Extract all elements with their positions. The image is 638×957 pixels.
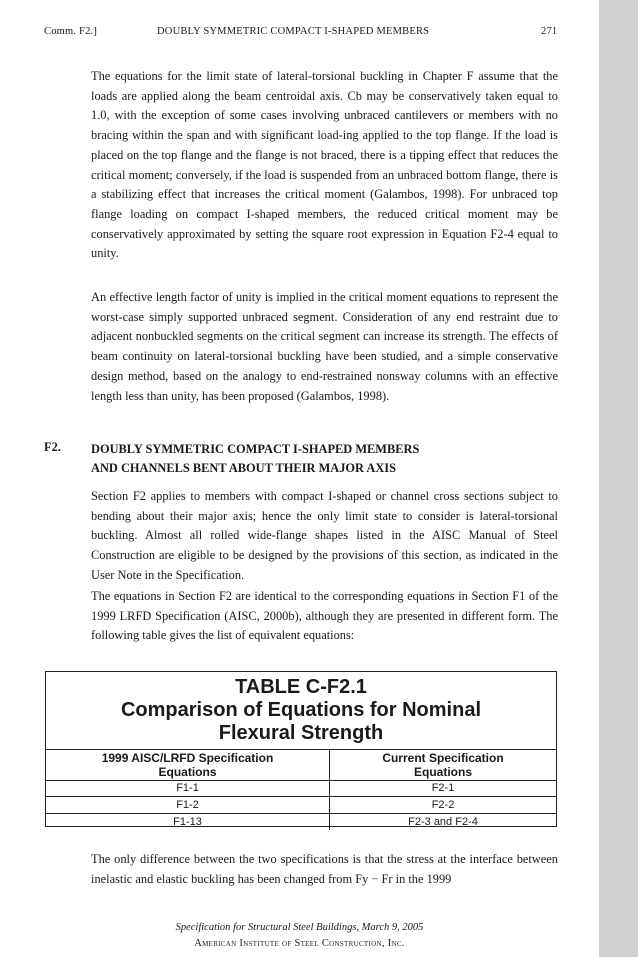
table-header-current-spec-line-2: Equations <box>413 765 472 779</box>
table-cell-old: F1-1 <box>46 780 330 796</box>
footer-publication: Specification for Structural Steel Buildings, March 9, 2005 <box>175 922 424 933</box>
section-heading <box>91 440 551 478</box>
table-header-current-spec-line-1: Current Specification <box>382 751 504 765</box>
page-number: 271 <box>541 26 558 37</box>
table-row <box>46 780 556 797</box>
running-header-title: DOUBLY SYMMETRIC COMPACT I-SHAPED MEMBERS <box>157 26 430 37</box>
section-heading-line-1: DOUBLY SYMMETRIC COMPACT I-SHAPED MEMBERS <box>91 442 420 456</box>
table-header-old-spec-line-1: 1999 AISC/LRFD Specification <box>101 751 274 765</box>
comparison-table <box>45 671 557 827</box>
table-title <box>46 672 556 745</box>
paragraph-effective-length-factor: An effective length factor of unity is implied in the critical moment equations to represent the worst-case simply supported unbraced segment. Consideration of any end restraint due to adjacent nonbuckled segments on the critical segment can increase its strength. The effects of beam continuity on lateral-torsional buckling have been studied, and a simple conservative design method, based on the analogy to end-restrained nonsway columns with an effective length less than unity, has been proposed (Galambos, 1998). <box>91 290 558 403</box>
table-header-current-spec <box>330 750 556 781</box>
table-caption-line-1: Comparison of Equations for Nominal <box>120 699 481 721</box>
page-edge-gutter <box>599 0 638 957</box>
table-row <box>46 797 556 814</box>
paragraph-interface-stress: The only difference between the two specifications is that the stress at the interface between inelastic and elastic buckling has been changed from Fy − Fr in the 1999 <box>91 852 558 886</box>
table-caption-line-2: Flexural Strength <box>218 722 384 744</box>
section-heading-line-2: AND CHANNELS BENT ABOUT THEIR MAJOR AXIS <box>91 461 397 475</box>
table-cell-current: F2-3 and F2-4 <box>408 816 478 828</box>
table-row <box>46 814 556 830</box>
paragraph-lateral-torsional-buckling: The equations for the limit state of lateral-torsional buckling in Chapter F assume that the loads are applied along the beam centroidal axis. Cb may be conservatively taken equal to 1.0, with the exception of some cases involving unbraced cantilevers or members with no bracing within the span and with significant load-ing applied to the top flange. If the load is placed on the top flange and the flange is not braced, there is a tipping effect that reduces the critical moment; conversely, if the load is suspended from an unbraced bottom flange, there is a stabilizing effect that increases the critical moment (Galambos, 1998). For unbraced top flange loading on compact I-shaped members, the reduced critical moment may be conservatively approximated by setting the square root expression in Equation F2-4 equal to unity. <box>91 69 558 261</box>
table-cell-old: F1-13 <box>46 814 330 830</box>
running-header-left: Comm. F2.] <box>44 26 98 37</box>
table-cell-current: F2-1 <box>431 782 455 794</box>
table-header-row <box>46 749 556 781</box>
table-number: TABLE C-F2.1 <box>235 676 367 698</box>
footer-publisher: American Institute of Steel Construction, Inc. <box>194 938 405 949</box>
table-header-old-spec <box>46 750 330 781</box>
section-number: F2. <box>44 440 61 454</box>
paragraph-section-f2-scope: Section F2 applies to members with compact I-shaped or channel cross sections subject to bending about their major axis; hence the only limit state to consider is lateral-torsional buckling. Almost all rolled wide-flange shapes listed in the AISC Manual of Steel Construction are eligible to be designed by the provisions of this section, as indicated in the User Note in the Specification. <box>91 489 558 582</box>
paragraph-equivalent-equations: The equations in Section F2 are identical to the corresponding equations in Section F1 of the 1999 LRFD Specification (AISC, 2000b), although they are presented in different form. The following table gives the list of equivalent equations: <box>91 589 558 643</box>
table-header-old-spec-line-2: Equations <box>158 765 217 779</box>
table-cell-current: F2-2 <box>431 799 455 811</box>
table-cell-old: F1-2 <box>46 797 330 813</box>
